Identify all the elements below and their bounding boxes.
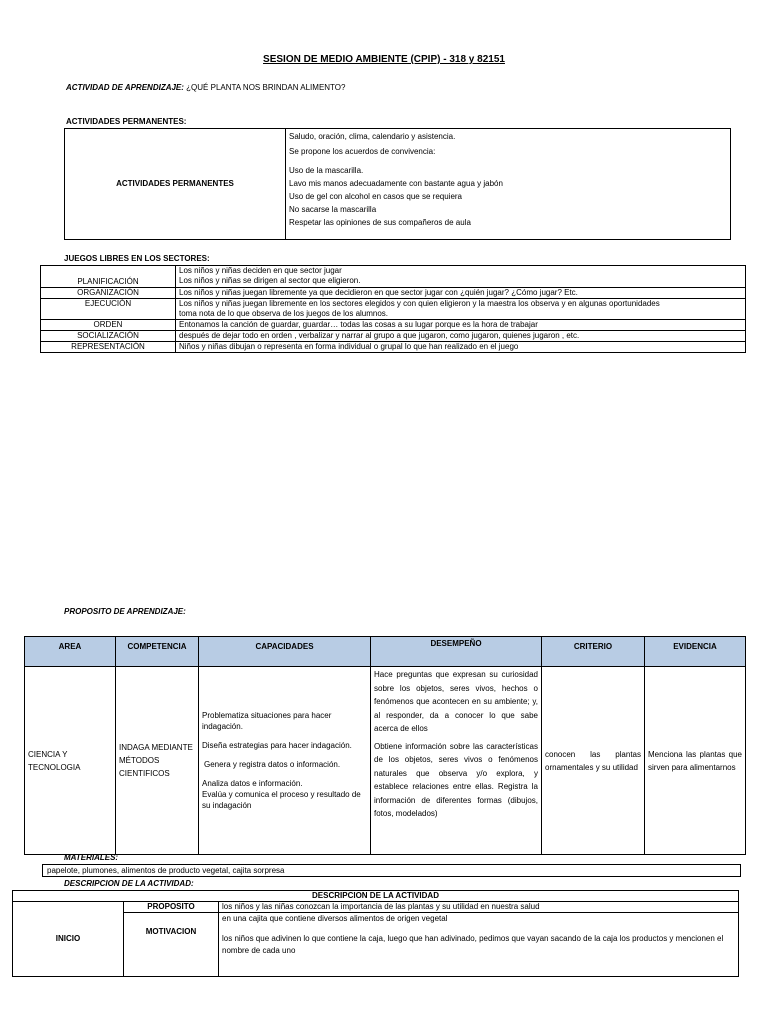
permanentes-line: Lavo mis manos adecuadamente con bastante agua y jabón xyxy=(289,179,503,188)
phase-inicio: INICIO xyxy=(13,902,124,977)
actividad-value: ¿QUÉ PLANTA NOS BRINDAN ALIMENTO? xyxy=(186,83,346,92)
materiales-value: papelote, plumones, alimentos de producto vegetal, cajita sorpresa xyxy=(42,864,741,877)
juegos-text-line: toma nota de lo que observa de los juegos de los alumnos. xyxy=(179,309,389,318)
area-cell: CIENCIA Y TECNOLOGIA xyxy=(25,667,116,855)
header-evidencia: EVIDENCIA xyxy=(645,637,746,667)
desempeno-item: Obtiene información sobre las características de los objetos, seres vivos o fenómenos naturales que observa y/o explora, y establece relaciones entre ellas. Registra la información de diferentes formas (dibujos, fotos, modelados) xyxy=(374,741,538,818)
proposito-table xyxy=(24,636,746,855)
proposito-row xyxy=(25,667,746,855)
permanentes-table xyxy=(64,128,731,240)
capacidad-item: Evalúa y comunica el proceso y resultado de su indagación xyxy=(202,790,361,810)
permanentes-line: Uso de la mascarilla. xyxy=(289,166,364,175)
juegos-label: PLANIFICACIÓN xyxy=(41,266,176,288)
materiales-label: MATERIALES: xyxy=(64,853,119,862)
motivacion-line: en una cajita que contiene diversos alimentos de origen vegetal xyxy=(222,914,448,923)
descripcion-header: DESCRIPCION DE LA ACTIVIDAD xyxy=(13,891,739,902)
actividad-line xyxy=(66,82,345,93)
desempeno-cell xyxy=(371,667,542,855)
juegos-label: ORDEN xyxy=(41,320,176,331)
juegos-label: ORGANIZACIÓN xyxy=(41,288,176,299)
juegos-row xyxy=(41,342,746,353)
juegos-row xyxy=(41,266,746,288)
motivacion-line: los niños que adivinen lo que contiene la caja, luego que han adivinado, pedimos que vayan sacando de la caja los productos y mencionen el nombre de cada uno xyxy=(222,934,724,955)
juegos-text xyxy=(176,299,746,320)
juegos-text: Entonamos la canción de guardar, guardar… todas las cosas a su lugar porque es la hora de trabajar xyxy=(176,320,746,331)
permanentes-heading: ACTIVIDADES PERMANENTES: xyxy=(66,117,187,126)
permanentes-line: Respetar las opiniones de sus compañeros de aula xyxy=(289,218,471,227)
capacidad-item: Genera y registra datos o información. xyxy=(204,760,341,769)
header-criterio: CRITERIO xyxy=(542,637,645,667)
permanentes-line: Se propone los acuerdos de convivencia: xyxy=(289,147,436,156)
page-title: SESION DE MEDIO AMBIENTE (CPIP) - 318 y 82151 xyxy=(263,54,505,65)
desempeno-item: Hace preguntas que expresan su curiosidad sobre los objetos, seres vivos, hechos o fenómenos que acontecen en su ambiente; y, al responder, da a conocer lo que sabe acerca de ellos xyxy=(374,670,538,733)
header-area: AREA xyxy=(25,637,116,667)
juegos-table xyxy=(40,265,746,353)
juegos-label: REPRESENTACIÓN xyxy=(41,342,176,353)
juegos-row xyxy=(41,320,746,331)
juegos-text-line: Los niños y niñas juegan libremente en los sectores elegidos y con quien eligieron y la maestra los observa y en algunas oportunidades xyxy=(179,299,660,308)
juegos-text xyxy=(176,266,746,288)
juegos-text-line: Los niños y niñas deciden en que sector jugar xyxy=(179,266,342,275)
evidencia-cell: Menciona las plantas que sirven para alimentarnos xyxy=(645,667,746,855)
header-capacidades: CAPACIDADES xyxy=(199,637,371,667)
permanentes-content xyxy=(286,129,731,240)
juegos-row xyxy=(41,288,746,299)
descripcion-table xyxy=(12,890,739,977)
juegos-label: EJECUCIÓN xyxy=(41,299,176,320)
juegos-heading: JUEGOS LIBRES EN LOS SECTORES: xyxy=(64,254,210,263)
juegos-row xyxy=(41,331,746,342)
proposito-text: los niños y las niñas conozcan la importancia de las plantas y su utilidad en nuestra salud xyxy=(219,902,739,913)
header-competencia: COMPETENCIA xyxy=(116,637,199,667)
juegos-text-line: Los niños y niñas se dirigen al sector que eligieron. xyxy=(179,276,361,285)
motivacion-text xyxy=(219,913,739,977)
motivacion-label: MOTIVACION xyxy=(124,913,219,977)
juegos-label: SOCIALIZACIÓN xyxy=(41,331,176,342)
proposito-label: PROPOSITO xyxy=(124,902,219,913)
descripcion-label: DESCRIPCION DE LA ACTIVIDAD: xyxy=(64,879,194,888)
capacidad-item: Problematiza situaciones para hacer indagación. xyxy=(202,711,332,731)
actividad-label: ACTIVIDAD DE APRENDIZAJE: xyxy=(66,83,184,92)
capacidad-item: Diseña estrategias para hacer indagación. xyxy=(202,741,352,750)
juegos-text: Los niños y niñas juegan libremente ya que decidieron en que sector jugar con ¿quién jugar? ¿Cómo jugar? Etc. xyxy=(176,288,746,299)
criterio-cell: conocen las plantas ornamentales y su utilidad xyxy=(542,667,645,855)
permanentes-label: ACTIVIDADES PERMANENTES xyxy=(65,129,286,240)
proposito-heading: PROPOSITO DE APRENDIZAJE: xyxy=(64,607,186,616)
permanentes-line: No sacarse la mascarilla xyxy=(289,205,377,214)
juegos-text: después de dejar todo en orden , verbalizar y narrar al grupo a que jugaron, como jugaron, quienes jugaron , etc. xyxy=(176,331,746,342)
capacidad-item: Analiza datos e información. xyxy=(202,779,303,788)
juegos-row xyxy=(41,299,746,320)
permanentes-line: Uso de gel con alcohol en casos que se requiera xyxy=(289,192,462,201)
capacidades-cell xyxy=(199,667,371,855)
header-desempeno: DESEMPEÑO xyxy=(371,637,542,667)
competencia-cell: INDAGA MEDIANTE MÉTODOS CIENTIFICOS xyxy=(116,667,199,855)
proposito-header-row xyxy=(25,637,746,667)
juegos-text: Niños y niñas dibujan o representa en forma individual o grupal lo que han realizado en el juego xyxy=(176,342,746,353)
permanentes-line: Saludo, oración, clima, calendario y asistencia. xyxy=(289,132,456,141)
